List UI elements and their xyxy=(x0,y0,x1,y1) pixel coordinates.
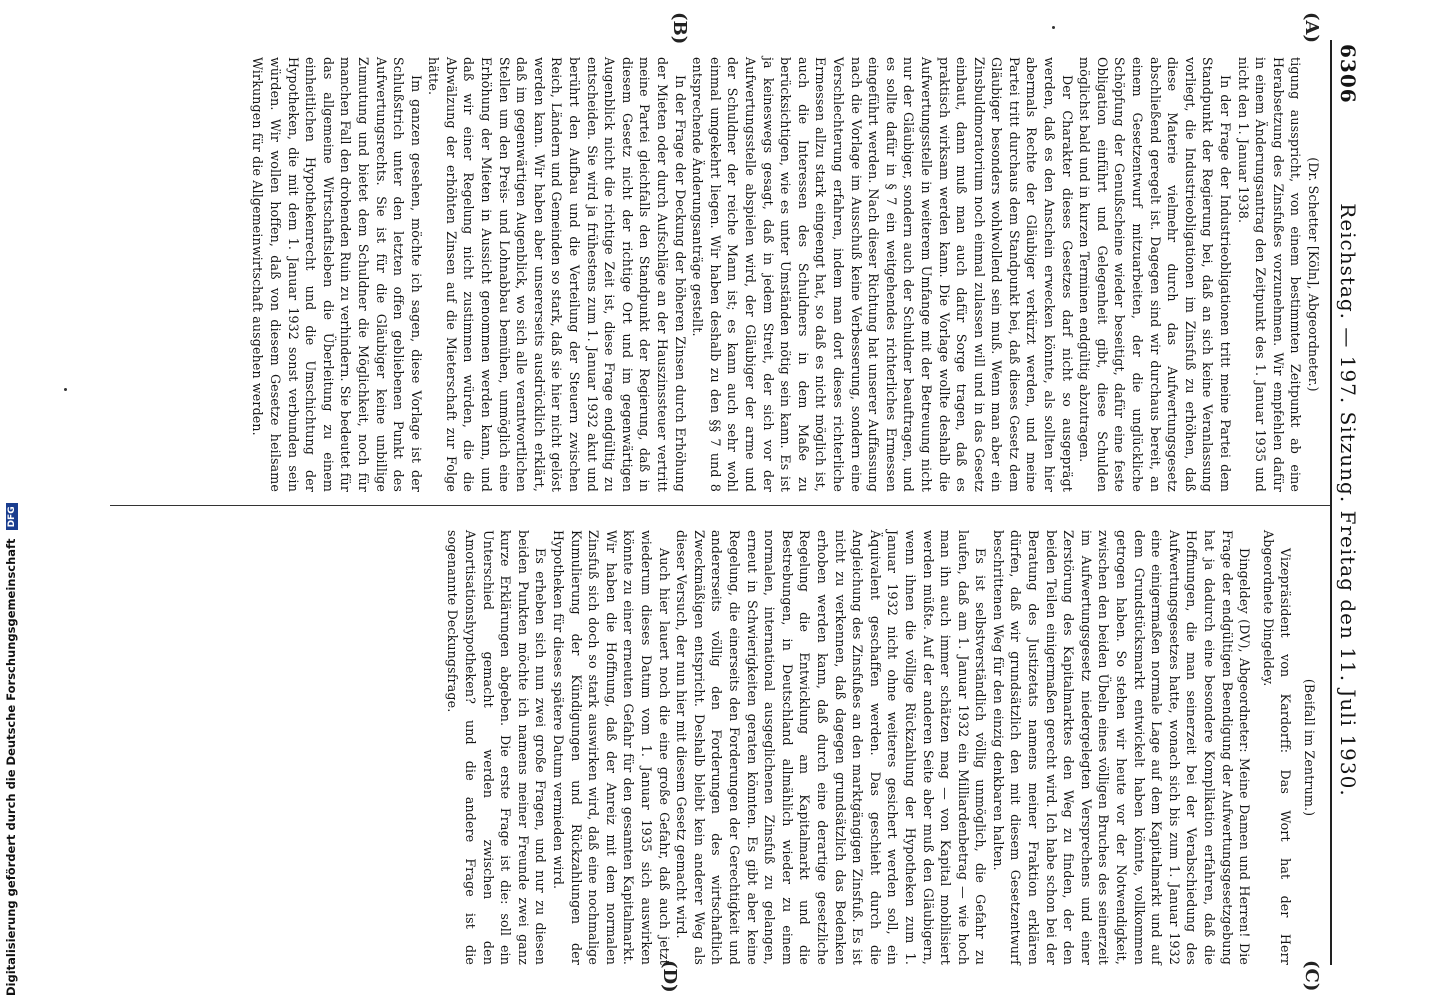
page-number: 6306 xyxy=(1336,44,1360,104)
paragraph: Es erheben sich nun zwei große Fragen, und nur zu diesen beiden Punkten möchte ich namens meiner Freunde zwei ganz kurze Erklärungen abgeben. Die erste Frage ist die: soll ein Unterschied gemacht werden zwischen den Amortisationshypotheken? und die andere Frage ist die sogenannte Deckungsfrage. xyxy=(445,530,549,965)
running-header xyxy=(1332,0,1360,1000)
scan-speck xyxy=(1052,26,1055,29)
president-statement: Vizepräsident von Kardorff: Das Wort hat der Herr Abgeordnete Dingeldey. xyxy=(1260,530,1294,965)
right-column xyxy=(444,530,1322,965)
paragraph: Es ist selbstverständlich völlig unmöglich, die Gefahr zu laufen, daß am 1. Januar 1932 ein Milliardenbetrag — wie hoch man ihn auch immer schätzen mag — von Kapital mobilisiert werden müßte. Auf der anderen Seite aber muß den Gläubigern, wenn ihnen die völlige Rückzahlung der Hypotheken zum 1. Januar 1932 nicht ohne weiteres gesichert werden soll, ein Äquivalent geschaffen werden. Das geschieht durch die Angleichung des Zinsfußes an den marktgängigen Zinsfuß. Es ist nicht zu verkennen, daß dagegen grundsätzlich das Bedenken erhoben werden kann, daß durch eine derartige gesetzliche Regelung die Entwicklung am Kapitalmarkt und die Bestrebungen, in Deutschland allmählich wieder zu einem normalen, international ausgeglichenen Zinsfuß zu gelangen, erneut in Schwierigkeiten geraten könnten. Es gibt aber keine Regelung, die einerseits den Forderungen der Gerechtigkeit und andererseits völlig den Forderungen des wirtschaftlich Zweckmäßigen entspricht. Deshalb bleibt kein anderer Weg als dieser Versuch, der nun hier mit diesem Gesetz gemacht wird. xyxy=(674,530,989,965)
paragraph: In der Frage der Deckung der höheren Zinsen durch Erhöhung der Mieten oder durch Aufschläge an der Hauszinssteuer vertritt meine Partei gleichfalls den Standpunkt der Regierung, daß in diesem Gesetz nicht der richtige Ort und im gegenwärtigen Augenblick nicht die richtige Zeit ist, diese Frage endgültig zu entscheiden. Sie wird ja frühestens zum 1. Januar 1932 akut und berührt den Aufbau und die Verteilung der Steuern zwischen Reich, Ländern und Gemeinden so stark, daß sie hier nicht gelöst werden kann. Wir haben aber unsererseits ausdrücklich erklärt, daß im gegenwärtigen Augenblick, wo sich alle verantwortlichen Stellen um den Preis- und Lohnabbau bemühen, unmöglich eine Erhöhung der Mieten in Aussicht genommen werden kann, und daß wir einer Regelung nicht zustimmen würden, die die Abwälzung der erhöhten Zinsen auf die Mieterschaft zur Folge hätte. xyxy=(426,57,688,492)
paragraph: Dingeldey (DV), Abgeordneter: Meine Damen und Herren! Die Frage der endgültigen Beendigung der Aufwertungsgesetzgebung hat ja dadurch eine besondere Komplikation erfahren, daß die Hoffnungen, die man seinerzeit bei der Verabschiedung des Aufwertungsgesetzes hatte, wonach sich bis zum 1. Januar 1932 eine einigermaßen normale Lage auf dem Kapitalmarkt und auf dem Grundstücksmarkt entwickelt haben könnte, vollkommen getrogen haben. So stehen wir heute vor der Notwendigkeit, zwischen den beiden Übeln eines völligen Bruches des seinerzeit im Aufwertungsgesetz niedergelegten Versprechens und einer Zerstörung des Kapitalmarktes den Weg zu finden, der den beiden Teilen einigermaßen gerecht wird. Ich habe schon bei der Beratung des Justizetats namens meiner Fraktion erklären dürfen, daß wir grundsätzlich den mit diesem Gesetzentwurf beschrittenen Weg für den einzig denkbaren halten. xyxy=(990,530,1253,965)
margin-mark-d: (D) xyxy=(659,960,680,993)
credit-text: Digitalisierung gefördert durch die Deutsche Forschungsgemeinschaft xyxy=(4,538,18,996)
margin-mark-b: (B) xyxy=(669,12,690,45)
scan-speck xyxy=(64,388,67,391)
header-rule xyxy=(1330,40,1332,965)
paragraph: In der Frage der Industrieobligationen tritt meine Partei dem Standpunkt der Regierung bei, daß an sich keine Veranlassung vorliegt, die Industrieobligationen im Zinsfuß zu erhöhen, daß diese Materie vielmehr durch das Aufwertungsgesetz abschließend geregelt ist. Dagegen sind wir durchaus bereit, an einem Gesetzentwurf mitzuarbeiten, der die unglückliche Schöpfung der Genußscheine wieder beseitigt, dafür eine feste Obligation einführt und Gelegenheit gibt, diese Schulden möglichst bald und in kurzen Terminen endgültig abzutragen. xyxy=(1077,57,1234,492)
paragraph: Auch hier lauert noch die eine große Gefahr, daß auch jetzt wiederum dieses Datum vom 1. Januar 1935 sich auswirken könnte zu einer erneuten Gefahr für den gesamten Kapitalmarkt. Wir haben die Hoffnung, daß der Anreiz mit dem normalen Zinsfuß sich doch so stark auswirken wird, daß eine nochmalige Kumulierung der Kündigungen und Rückzahlungen der Hypotheken für dieses spätere Datum vermieden wird. xyxy=(551,530,672,965)
paragraph: tigung ausspricht, von einem bestimmten Zeitpunkt ab eine Herabsetzung des Zinsfußes vorzunehmen. Wir empfehlen dafür in einem Änderungsantrag den Zeitpunkt des 1. Januar 1935 und nicht den 1. Januar 1938. xyxy=(1235,57,1304,492)
margin-mark-c: (C) xyxy=(1301,960,1322,992)
applause-note: (Beifall im Zentrum.) xyxy=(1302,678,1317,817)
paragraph: Im ganzen gesehen, möchte ich sagen, diese Vorlage ist der Schlußstrich unter den letzten offen gebliebenen Punkt des Aufwertungsrechts. Sie ist für die Gläubiger keine unbillige Zumutung und bietet dem Schuldner die Möglichkeit, noch für manchen Fall den drohenden Ruin zu verhindern. Sie bedeutet für das allgemeine Wirtschaftsleben die Überleitung zu einem einheitlichen Hypothekenrecht und die Umschichtung der Hypotheken, die mit dem 1. Januar 1932 sonst verbunden sein würden. Wir wollen hoffen, daß von diesem Gesetze heilsame Wirkungen für die Allgemeinwirtschaft ausgehen werden. xyxy=(250,57,424,492)
paragraph: Der Charakter dieses Gesetzes darf nicht so ausgeprägt werden, daß es den Anschein erwecken könnte, als sollten hier abermals Rechte der Gläubiger verkürzt werden, und meine Partei tritt durchaus dem Standpunkt bei, daß dieses Gesetz dem Gläubiger besonders wohlwollend sein muß. Wenn man aber ein Zinsbuldmoratorium noch einmal zulassen will und in das Gesetz einbaut, dann muß man auch dafür Sorge tragen, daß es praktisch wirksam werden kann. Die Vorlage wollte deshalb die Aufwertungsstelle in weiterem Umfange mit der Betreuung nicht nur der Gläubiger, sondern auch der Schuldner beauftragen, und es sollte dafür in § 7 ein weitgehendes richterliches Ermessen eingeführt werden. Nach dieser Richtung hat unserer Auffassung nach die Vorlage im Ausschuß keine Verbesserung, sondern eine Verschlechterung erfahren, indem man dort dieses richterliche Ermessen allzu stark eingeengt hat, so daß es nicht möglich ist, auch die Interessen des Schuldners in dem Maße zu berücksichtigen, wie es unter Umständen nötig sein kann. Es ist ja keineswegs gesagt, daß in jedem Streit, der sich vor der Aufwertungsstelle abspielen wird, der Gläubiger der arme und der Schuldner der reiche Mann ist; es kann auch sehr wohl einmal umgekehrt liegen. Wir haben deshalb zu den §§ 7 und 8 entsprechende Änderungsanträge gestellt. xyxy=(690,57,1075,492)
speaker-continuation: (Dr. Schetter [Köln], Abgeordneter.) xyxy=(1306,157,1321,392)
margin-mark-a: (A) xyxy=(1301,12,1322,43)
header-title: Reichstag. — 197. Sitzung. Freitag den 11. Juli 1930. xyxy=(1336,203,1360,797)
digitization-credit xyxy=(4,503,18,996)
dfg-logo: DFG xyxy=(6,503,18,530)
column-divider xyxy=(110,505,1330,506)
left-column xyxy=(249,57,1322,492)
